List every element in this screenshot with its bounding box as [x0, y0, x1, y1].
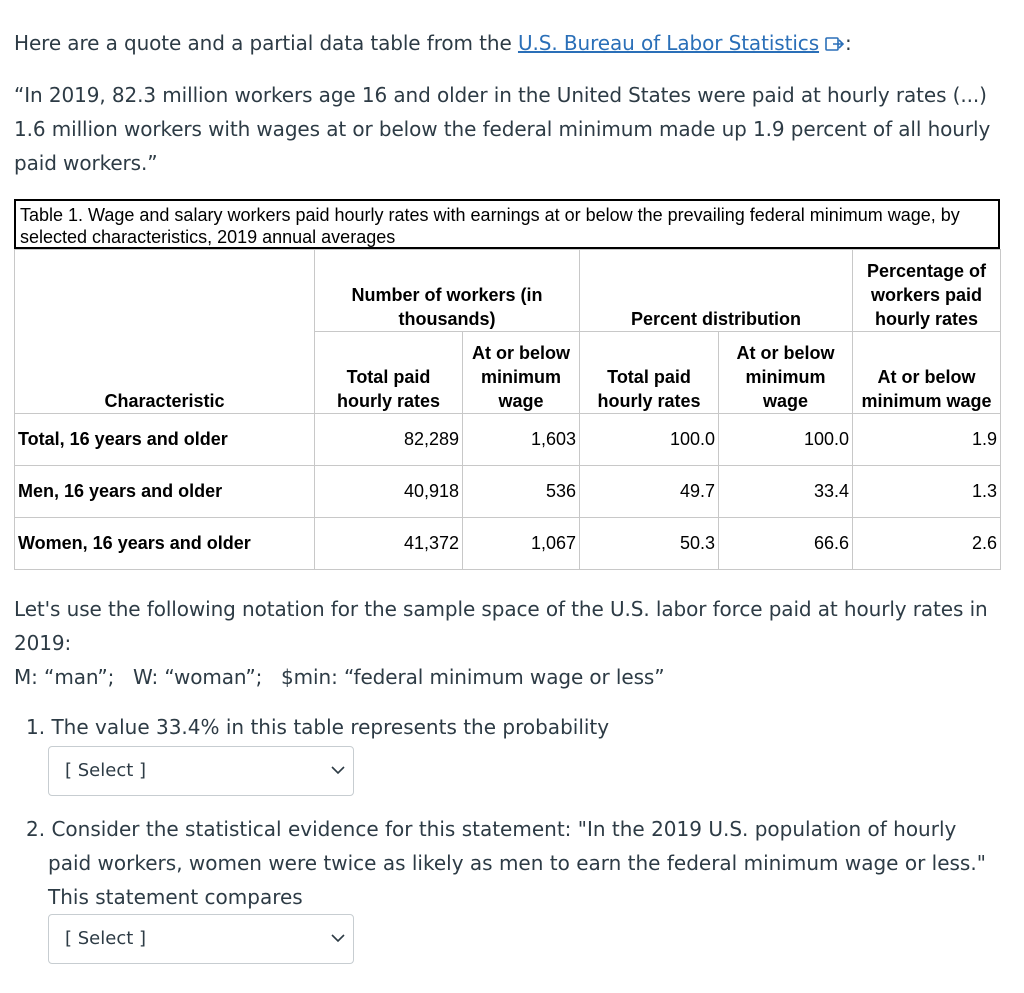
cell-total: 40,918 — [315, 466, 463, 518]
cell-atmin: 536 — [463, 466, 580, 518]
intro-prefix: Here are a quote and a partial data table from the — [14, 31, 518, 55]
table-row — [15, 518, 1001, 570]
question-2-select-value: [ Select ] — [65, 928, 147, 949]
cell-atmin: 1,603 — [463, 414, 580, 466]
header-total-paid-pct: Total paid hourly rates — [580, 332, 719, 414]
header-at-or-below: At or below minimum wage — [463, 332, 580, 414]
header-number-group: Number of workers (in thousands) — [315, 250, 580, 332]
cell-pct-total: 100.0 — [580, 414, 719, 466]
cell-pct-workers: 2.6 — [853, 518, 1001, 570]
cell-total: 82,289 — [315, 414, 463, 466]
header-at-or-below-rate: At or below minimum wage — [853, 332, 1001, 414]
table-row — [15, 466, 1001, 518]
table-row — [15, 414, 1001, 466]
question-1-select-value: [ Select ] — [65, 760, 147, 781]
bls-link[interactable]: U.S. Bureau of Labor Statistics — [517, 31, 820, 55]
cell-pct-workers: 1.3 — [853, 466, 1001, 518]
row-label: Women, 16 years and older — [15, 518, 315, 570]
row-label: Men, 16 years and older — [15, 466, 315, 518]
question-1-select[interactable] — [48, 746, 354, 796]
intro-suffix: : — [845, 31, 852, 55]
cell-pct-atmin: 66.6 — [719, 518, 853, 570]
cell-pct-total: 50.3 — [580, 518, 719, 570]
question-2-body: 2. Consider the statistical evidence for this statement: "In the 2019 U.S. population of hourly paid workers, women were twice as likely as men to earn the federal minimum wage or less." This statement compares — [26, 817, 986, 909]
cell-pct-total: 49.7 — [580, 466, 719, 518]
question-1-text: 1. The value 33.4% in this table represents the probability — [26, 715, 610, 739]
cell-pct-atmin: 100.0 — [719, 414, 853, 466]
header-total-paid: Total paid hourly rates — [315, 332, 463, 414]
bls-quote: “In 2019, 82.3 million workers age 16 and older in the United States were paid at hourly rates (...) 1.6 million workers with wages at or below the federal minimum made up 1.9 percent of all hourly paid workers.” — [14, 83, 991, 175]
question-2-text — [26, 812, 1001, 914]
notation-definitions: M: “man”; W: “woman”; $min: “federal minimum wage or less” — [14, 665, 665, 689]
row-label: Total, 16 years and older — [15, 414, 315, 466]
question-2-select[interactable] — [48, 914, 354, 964]
header-percent-group: Percent distribution — [580, 250, 853, 332]
external-link-icon[interactable] — [825, 35, 845, 53]
table-caption: Table 1. Wage and salary workers paid hourly rates with earnings at or below the prevailing federal minimum wage, by selected characteristics, 2019 annual averages — [14, 199, 1000, 249]
header-characteristic: Characteristic — [15, 250, 315, 414]
wage-table — [14, 199, 1000, 570]
chevron-down-icon — [331, 933, 345, 943]
header-at-or-below-pct: At or below minimum wage — [719, 332, 853, 414]
intro-paragraph — [14, 26, 852, 60]
notation-intro: Let's use the following notation for the sample space of the U.S. labor force paid at hourly rates in 2019: — [14, 597, 988, 655]
cell-pct-workers: 1.9 — [853, 414, 1001, 466]
cell-total: 41,372 — [315, 518, 463, 570]
chevron-down-icon — [331, 765, 345, 775]
cell-pct-atmin: 33.4 — [719, 466, 853, 518]
data-table — [14, 249, 1001, 570]
header-percentage-group: Percentage of workers paid hourly rates — [853, 250, 1001, 332]
cell-atmin: 1,067 — [463, 518, 580, 570]
